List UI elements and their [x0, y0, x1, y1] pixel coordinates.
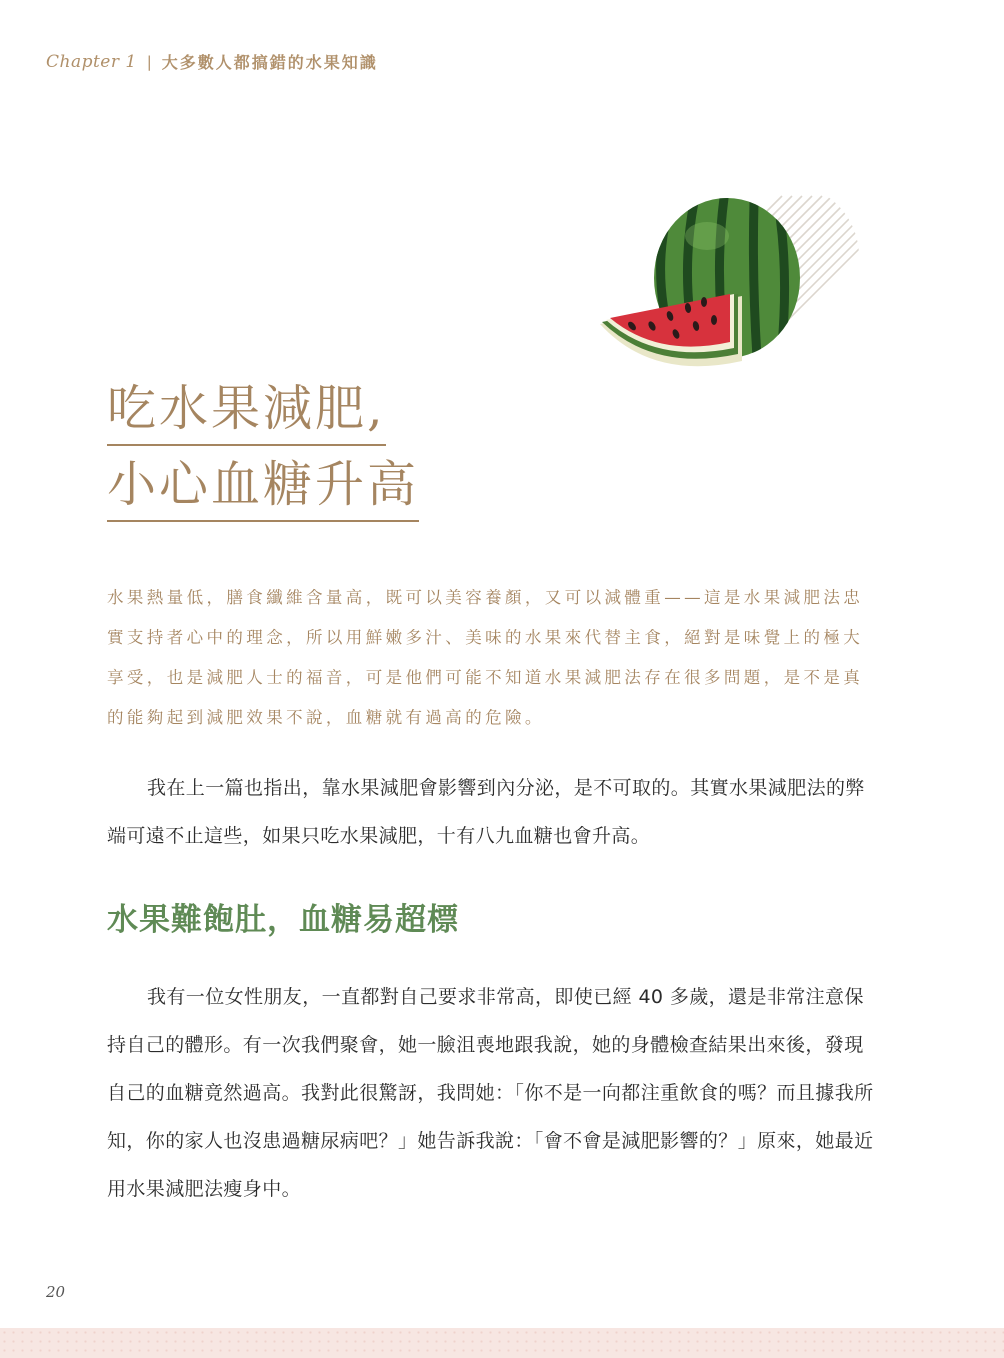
main-title — [107, 378, 419, 522]
chapter-label: Chapter 1 — [46, 51, 137, 72]
body-paragraph: 我有一位女性朋友，一直都對自己要求非常高，即使已經 40 多歲，還是非常注意保持自己的體形。有一次我們聚會，她一臉沮喪地跟我說，她的身體檢查結果出來後，發現自己的血糖竟然過高。我對此很驚訝，我問她：「你不是一向都注重飲食的嗎？而且據我所知，你的家人也沒患過糖尿病吧？」她告訴我說：「會不會是減肥影響的？」原來，她最近用水果減肥法瘦身中。 — [107, 986, 874, 1200]
body-paragraph: 我在上一篇也指出，靠水果減肥會影響到內分泌，是不可取的。其實水果減肥法的弊端可遠不止這些，如果只吃水果減肥，十有八九血糖也會升高。 — [107, 777, 865, 847]
section-heading: 水果難飽肚，血糖易超標 — [107, 902, 459, 938]
page-number: 20 — [46, 1283, 66, 1301]
title-line-1: 吃水果減肥, — [107, 378, 386, 446]
chapter-title: 大多數人都搞錯的水果知識 — [161, 53, 378, 72]
watermelon-icon — [592, 176, 862, 386]
title-line-2: 小心血糖升高 — [107, 454, 419, 522]
chapter-header — [46, 50, 378, 73]
footer-band — [0, 1328, 1004, 1358]
chapter-separator: | — [146, 52, 152, 71]
intro-paragraph: 水果熱量低，膳食纖維含量高，既可以美容養顏，又可以減體重——這是水果減肥法忠實支持者心中的理念，所以用鮮嫩多汁、美味的水果來代替主食，絕對是味覺上的極大享受，也是減肥人士的福音，可是他們可能不知道水果減肥法存在很多問題，是不是真的能夠起到減肥效果不說，血糖就有過高的危險。 — [107, 588, 864, 727]
